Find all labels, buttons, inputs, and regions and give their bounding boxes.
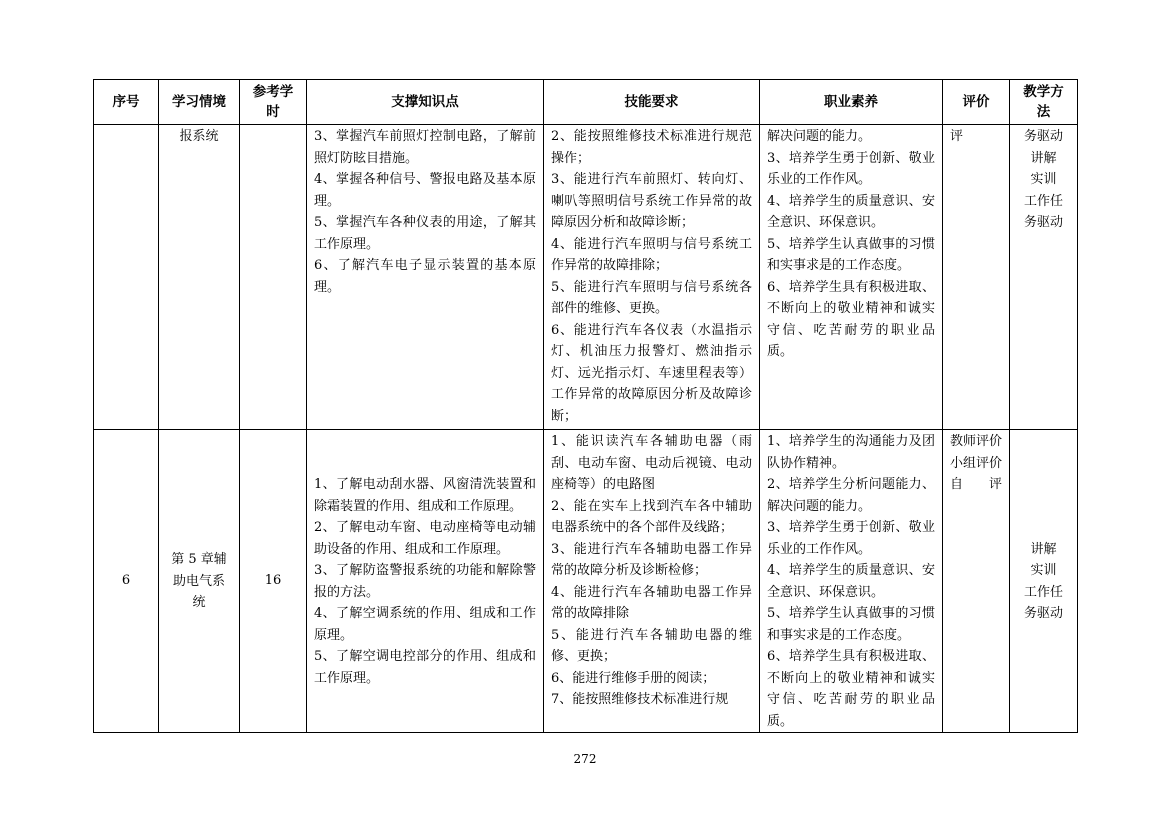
evaluation-text: 评 xyxy=(950,129,964,144)
curriculum-table xyxy=(93,79,1078,733)
cell-knowledge xyxy=(307,430,544,733)
cell-literacy xyxy=(760,430,943,733)
header-situation: 学习情境 xyxy=(159,80,240,125)
skills-text: 2、能按照维修技术标准进行规范操作； 3、能进行汽车前照灯、转向灯、喇叭等照明信号系统工作异常的故障原因分析和故障诊断； 4、能进行汽车照明与信号系统工作异常的故障排除； 5、能进行汽车照明与信号系统各部件的维修、更换。 6、能进行汽车各仪表（水温指示灯、机油压力报警灯、燃油指示灯、远光指示灯、车速里程表等）工作异常的故障原因分析及故障诊断； xyxy=(551,129,752,424)
cell-hours xyxy=(240,125,307,430)
header-seq: 序号 xyxy=(94,80,159,125)
cell-evaluation xyxy=(943,430,1010,733)
method-text: 讲解 实训 工作任 务驱动 xyxy=(1023,541,1063,621)
table-row xyxy=(94,430,1078,733)
literacy-text: 1、培养学生的沟通能力及团队协作精神。 2、培养学生分析问题能力、解决问题的能力。 3、培养学生勇于创新、敬业乐业的工作作风。 4、培养学生的质量意识、安全意识、环保意识。 5、培养学生认真做事的习惯和事实求是的工作态度。 6、培养学生具有积极进取、不断向上的敬业精神和诚实守信、吃苦耐劳的职业品质。 xyxy=(767,434,935,729)
header-skills: 技能要求 xyxy=(544,80,760,125)
header-knowledge: 支撑知识点 xyxy=(307,80,544,125)
knowledge-text: 1、了解电动刮水器、风窗清洗装置和除霜装置的作用、组成和工作原理。 2、了解电动车窗、电动座椅等电动辅助设备的作用、组成和工作原理。 3、了解防盗警报系统的功能和解除警报的方法。 4、了解空调系统的作用、组成和工作原理。 5、了解空调电控部分的作用、组成和工作原理。 xyxy=(314,477,536,686)
cell-skills xyxy=(544,125,760,430)
literacy-text: 解决问题的能力。 3、培养学生勇于创新、敬业乐业的工作作风。 4、培养学生的质量意识、安全意识、环保意识。 5、培养学生认真做事的习惯和实事求是的工作态度。 6、培养学生具有积极进取、不断向上的敬业精神和诚实守信、吃苦耐劳的职业品质。 xyxy=(767,129,935,359)
cell-situation xyxy=(159,125,240,430)
cell-seq: 6 xyxy=(94,430,159,733)
method-text: 务驱动 讲解 实训 工作任 务驱动 xyxy=(1023,129,1063,230)
cell-knowledge xyxy=(307,125,544,430)
cell-seq xyxy=(94,125,159,430)
situation-text: 报系统 xyxy=(179,129,219,144)
header-evaluation: 评价 xyxy=(943,80,1010,125)
cell-method xyxy=(1010,125,1078,430)
page-number: 272 xyxy=(573,752,597,766)
header-row xyxy=(94,80,1078,125)
evaluation-text: 教师评价小组评价自评 xyxy=(950,434,1003,492)
cell-hours: 16 xyxy=(240,430,307,733)
cell-method xyxy=(1010,430,1078,733)
knowledge-text: 3、掌握汽车前照灯控制电路，了解前照灯防眩目措施。 4、掌握各种信号、警报电路及基本原理。 5、掌握汽车各种仪表的用途，了解其工作原理。 6、了解汽车电子显示装置的基本原理。 xyxy=(314,129,536,295)
cell-evaluation xyxy=(943,125,1010,430)
cell-situation xyxy=(159,430,240,733)
table-row xyxy=(94,125,1078,430)
header-method: 教学方 法 xyxy=(1010,80,1078,125)
skills-text: 1、能识读汽车各辅助电器（雨刮、电动车窗、电动后视镜、电动座椅等）的电路图 2、能在实车上找到汽车各中辅助电器系统中的各个部件及线路； 3、能进行汽车各辅助电器工作异常的故障分析及诊断检修； 4、能进行汽车各辅助电器工作异常的故障排除 5、能进行汽车各辅助电器的维修、更换； 6、能进行维修手册的阅读； 7、能按照维修技术标准进行规 xyxy=(551,434,752,707)
header-literacy: 职业素养 xyxy=(760,80,943,125)
situation-text: 第 5 章辅 助电气系 统 xyxy=(171,552,227,611)
header-hours: 参考学 时 xyxy=(240,80,307,125)
cell-skills xyxy=(544,430,760,733)
cell-literacy xyxy=(760,125,943,430)
